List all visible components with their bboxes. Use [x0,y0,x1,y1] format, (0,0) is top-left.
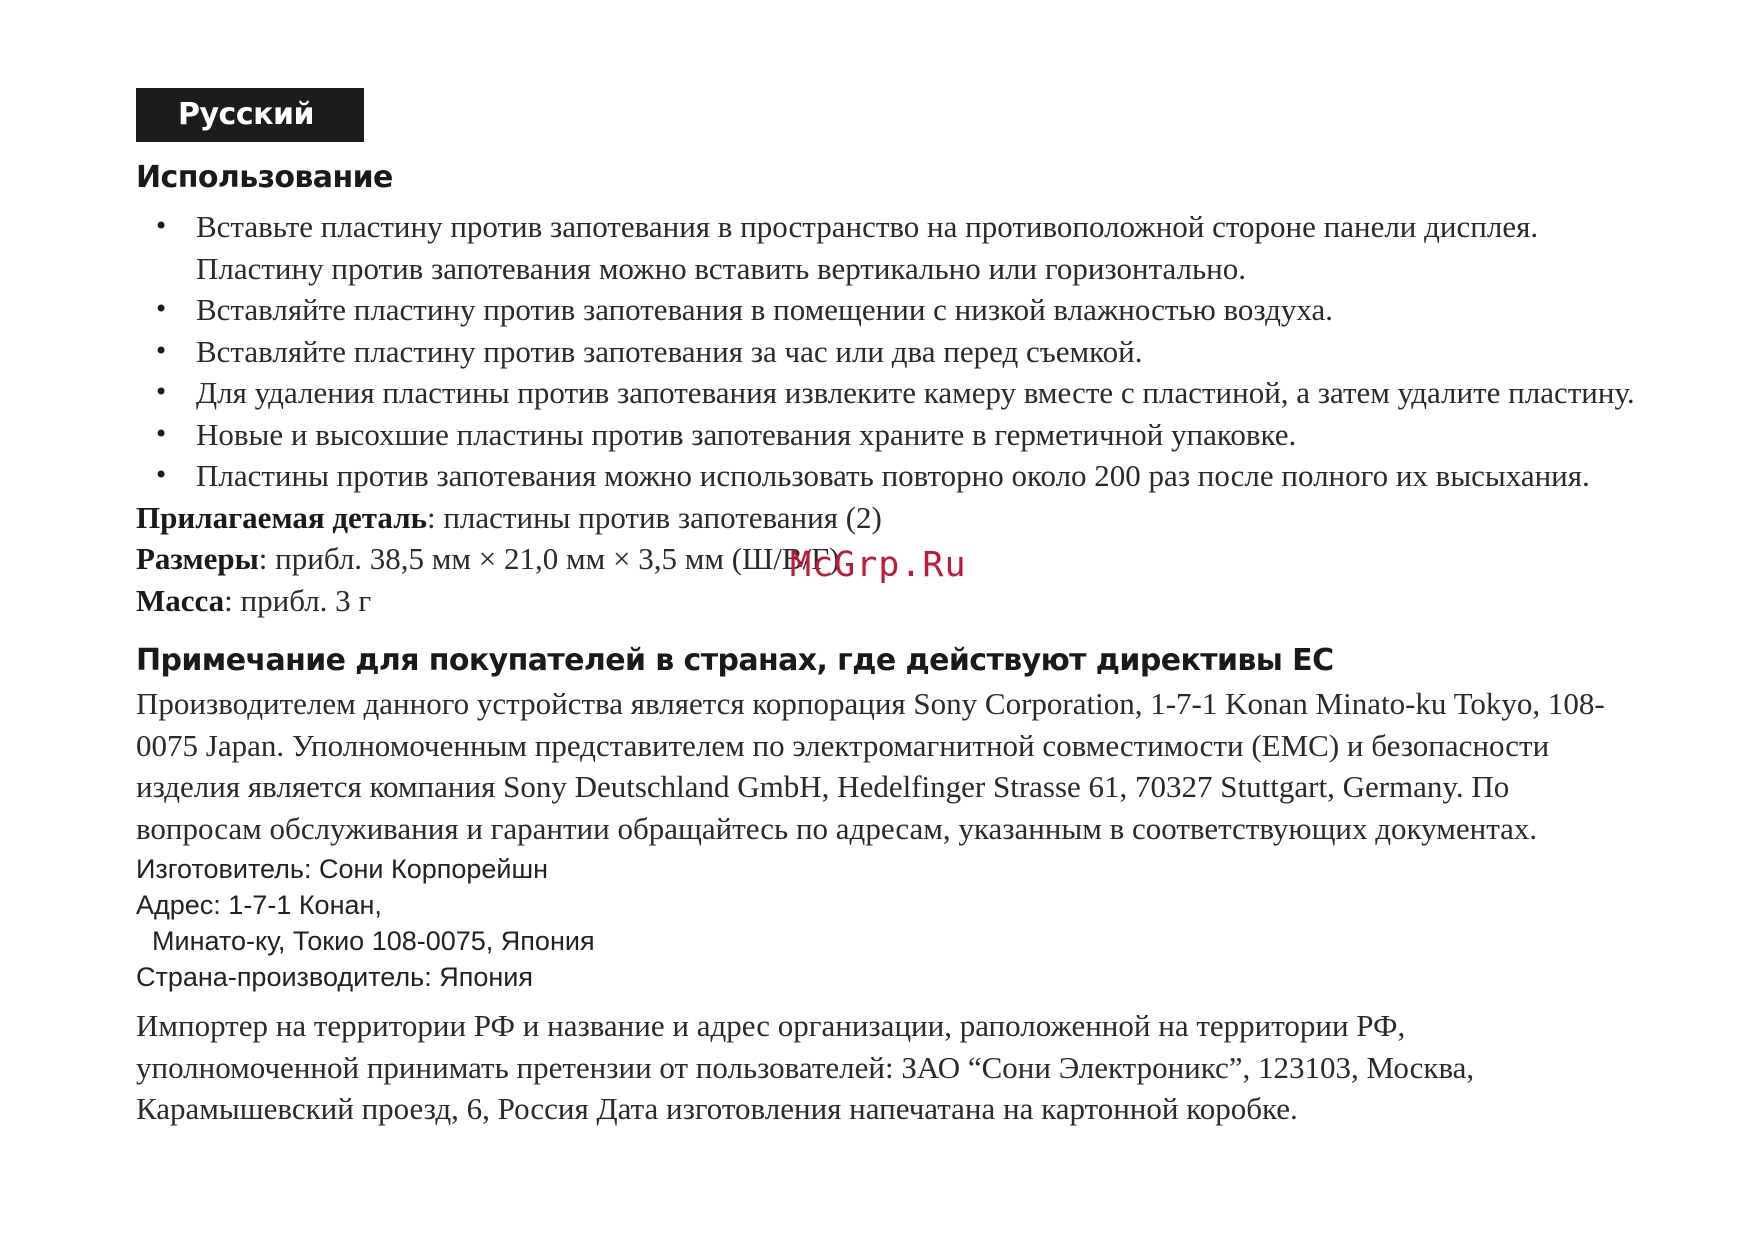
list-item [136,331,1636,373]
spec-mass [136,580,1636,622]
bullet-text: Пластины против запотевания можно использовать повторно около 200 раз после полного их высыхания. [196,458,1590,493]
language-badge: Русский [136,88,364,142]
ec-notice-title: Примечание для покупателей в странах, где действуют директивы ЕС [136,643,1334,678]
spec-mass-key: Масса [136,582,225,618]
usage-bullet-list [136,206,1636,497]
manufacturer-address-cont: Минато-ку, Токио 108-0075, Япония [152,926,595,956]
list-item [136,289,1636,331]
spec-dimensions-key: Размеры [136,541,259,576]
spec-included-key: Прилагаемая деталь [136,499,427,535]
bullet-text: Вставляйте пластину против запотевания за час или два перед съемкой. [196,333,1143,369]
manufacturer-name: Изготовитель: Сони Корпорейшн [136,854,549,884]
watermark: McGrp.Ru [790,545,967,585]
bullet-icon: • [154,378,169,406]
bullet-icon: • [154,336,169,365]
manufacturer-block [136,851,1636,995]
bullet-text: Новые и высохшие пластины против запотевания храните в герметичной упаковке. [196,416,1297,452]
importer-text: Импортер на территории РФ и название и адрес организации, раположенной на территории РФ, уполномоченной принимать претензии от пользователей: ЗАО “Сони Электроникс”, 123103, Москва, Карамышевский проезд, 6, Россия Дата изготовления напечатана на картонной коробке. [136,1008,1475,1126]
bullet-text: Для удаления пластины против запотевания извлеките камеру вместе с пластиной, а затем удалите пластину. [196,375,1635,410]
usage-title: Использование [136,160,393,195]
list-item [136,372,1636,414]
list-item [136,455,1636,497]
spec-included [136,497,1636,539]
bullet-icon: • [154,295,169,323]
manufacturer-address: Адрес: 1-7-1 Конан, [136,890,382,920]
bullet-icon: • [154,212,169,240]
list-item [136,414,1636,456]
bullet-text: Вставляйте пластину против запотевания в помещении с низкой влажностью воздуха. [196,292,1333,327]
manufacturer-country: Страна-производитель: Япония [136,962,533,992]
list-item [136,206,1636,289]
bullet-text: Вставьте пластину против запотевания в пространство на противоположной стороне панели дисплея. Пластину против запотевания можно вставить вертикально или горизонтально. [196,209,1539,286]
spec-dimensions [136,538,1636,585]
bullet-icon: • [154,461,169,489]
spec-included-value: : пластины против запотевания (2) [426,499,882,535]
ec-notice-text: Производителем данного устройства является корпорация Sony Corporation, 1-7-1 Konan Minato-ku Tokyo, 108-0075 Japan. Уполномоченным представителем по электромагнитной совместимости (EMC) и безопасности изделия является компания Sony Deutschland GmbH, Hedelfinger Strasse 61, 70327 Stuttgart, Germany. По вопросам обслуживания и гарантии обращайтесь по адресам, указанным в соответствующих документах. [136,686,1605,846]
bullet-icon: • [154,419,169,448]
document-page [136,88,1636,1130]
spec-mass-value: : прибл. 3 г [224,582,372,618]
spec-dimensions-value: : прибл. 38,5 мм × 21,0 мм × 3,5 мм (Ш/В/Г) [258,541,840,576]
